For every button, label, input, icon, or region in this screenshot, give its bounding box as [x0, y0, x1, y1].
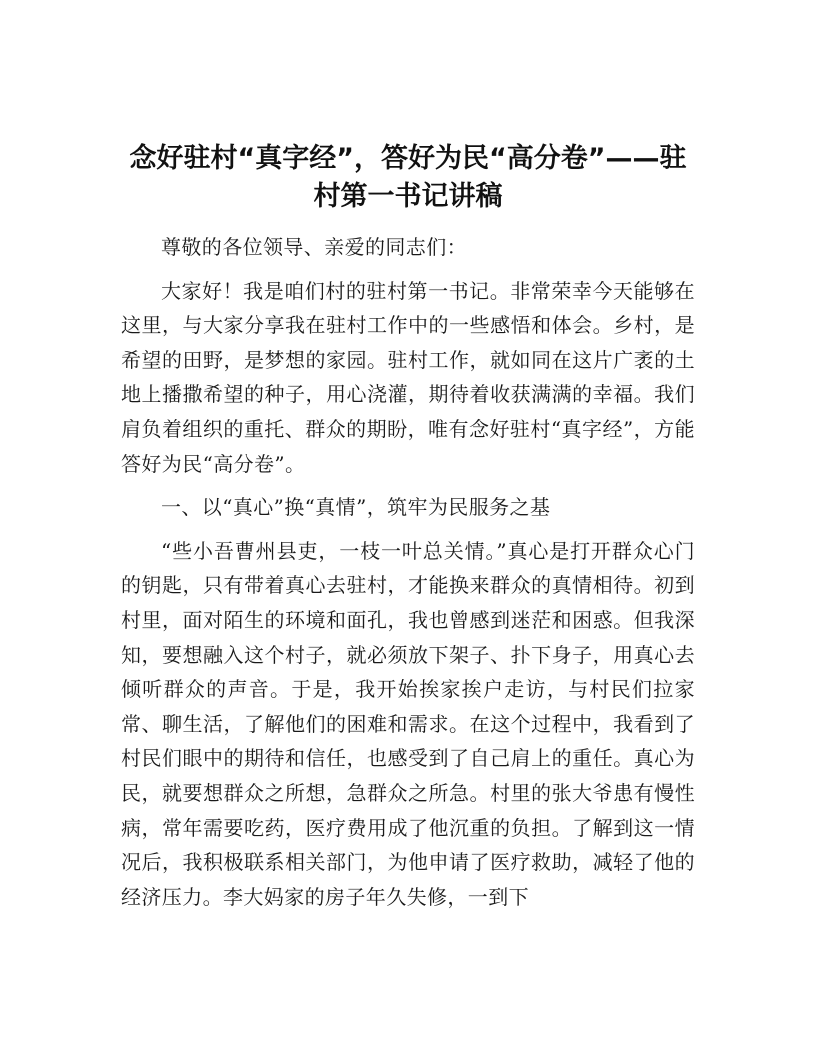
document-title: 念好驻村“真字经”，答好为民“高分卷”——驻村第一书记讲稿 — [129, 143, 687, 212]
paragraph-section-1: “些小吾曹州县吏，一枝一叶总关情。”真心是打开群众心门的钥匙，只有带着真心去驻村，才能换来群众的真情相待。初到村里，面对陌生的环境和面孔，我也曾感到迷茫和困惑。但我深知，要想融入这个村子，就必须放下架子、扑下身子，用真心去倾听群众的声音。于是，我开始挨家挨户走访，与村民们拉家常、聊生活，了解他们的困难和需求。在这个过程中，我看到了村民们眼中的期待和信任，也感受到了自己肩上的重任。真心为民，就要想群众之所想，急群众之所急。村里的张大爷患有慢性病，常年需要吃药，医疗费用成了他沉重的负担。了解到这一情况后，我积极联系相关部门，为他申请了医疗救助，减轻了他的经济压力。李大妈家的房子年久失修，一到下 — [121, 538, 695, 909]
paragraph-intro: 大家好！我是咱们村的驻村第一书记。非常荣幸今天能够在这里，与大家分享我在驻村工作中的一些感悟和体会。乡村，是希望的田野，是梦想的家园。驻村工作，就如同在这片广袤的土地上播撒希望的种子，用心浇灌，期待着收获满满的幸福。我们肩负着组织的重托、群众的期盼，唯有念好驻村“真字经”，方能答好为民“高分卷”。 — [121, 278, 695, 476]
document-body — [121, 230, 695, 923]
section-heading-1: 一、以“真心”换“真情”，筑牢为民服务之基 — [161, 495, 551, 520]
greeting-line: 尊敬的各位领导、亲爱的同志们： — [161, 235, 467, 259]
